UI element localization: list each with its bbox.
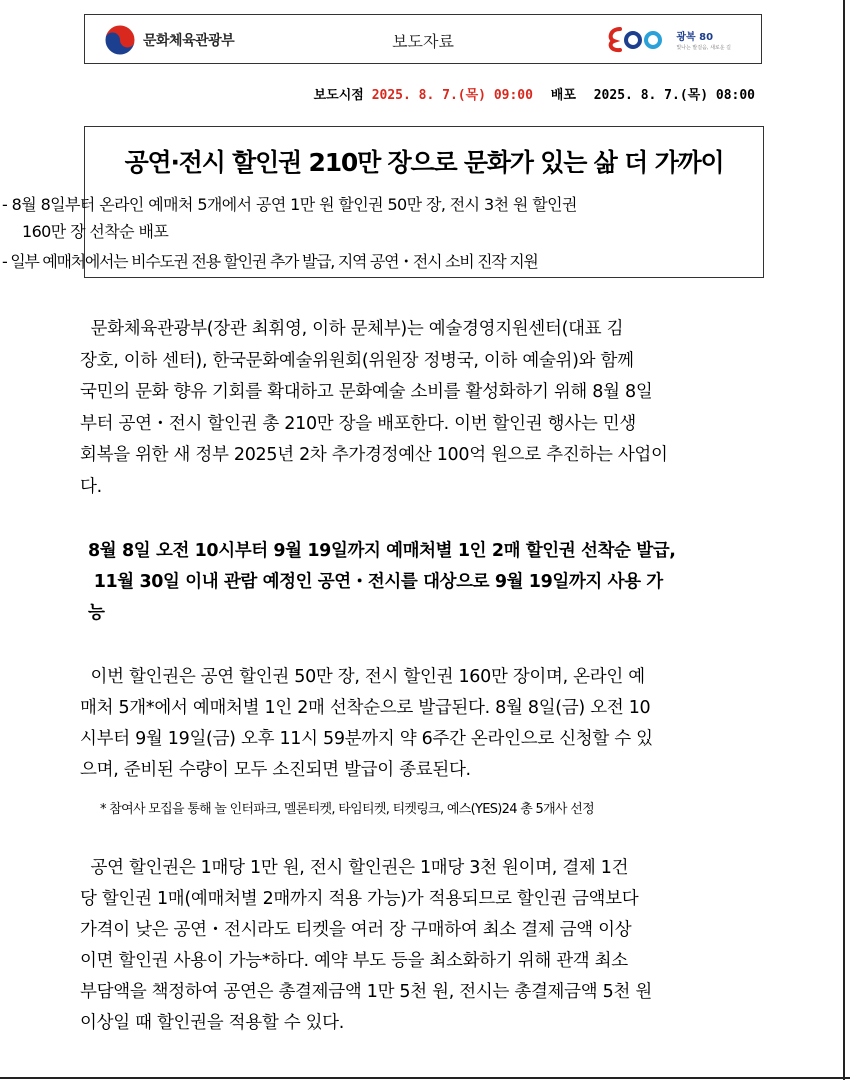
paragraph-line: 매처 5개*에서 예매처별 1인 2매 선착순으로 발급된다. 8월 8일(금) 오전 10 (80, 698, 651, 718)
release-info (314, 84, 755, 103)
press-header (84, 14, 762, 64)
page-bottom-edge (0, 1077, 850, 1079)
page-right-edge (843, 0, 845, 1080)
paragraph-line: 국민의 문화 향유 기회를 확대하고 문화예술 소비를 활성화하기 위해 8월 8일 (80, 382, 653, 402)
paragraph-line: 이번 할인권은 공연 할인권 50만 장, 전시 할인권 160만 장이며, 온라인 예 (80, 667, 645, 687)
liberation-80-emblem-icon (606, 25, 672, 53)
subheadline-1: - 8월 8일부터 온라인 예매처 5개에서 공연 1만 원 할인권 50만 장, 전시 3천 원 할인권 (2, 195, 577, 214)
ministry-name: 문화체육관광부 (143, 33, 235, 49)
section-heading (88, 536, 774, 629)
paragraph-line: 당 할인권 1매(예매처별 2매까지 적용 가능)가 적용되므로 할인권 금액보다 (80, 889, 639, 909)
distribution-label: 배포 (550, 88, 576, 103)
heading-line: 8월 8일 오전 10시부터 9월 19일까지 예매처별 1인 2매 할인권 선착순 발급, (88, 541, 676, 561)
heading-line: 능 (88, 603, 105, 623)
body-paragraph-1 (80, 314, 766, 503)
subheadline-2: - 일부 예매처에서는 비수도권 전용 할인권 추가 발급, 지역 공연・전시 소비 진작 지원 (2, 252, 538, 271)
liberation-80-logo (606, 25, 731, 53)
paragraph-line: 가격이 낮은 공연・전시라도 티켓을 여러 장 구매하여 최소 결제 금액 이상 (80, 920, 632, 940)
release-time: 2025. 8. 7.(목) 09:00 (371, 88, 533, 103)
paragraph-line: 회복을 위한 새 정부 2025년 2차 추가경정예산 100억 원으로 추진하는 사업이 (80, 445, 668, 465)
logo-main-text: 광복 80 (676, 31, 714, 43)
release-label: 보도시점 (313, 88, 364, 103)
paragraph-line: 이면 할인권 사용이 가능*하다. 예약 부도 등을 최소화하기 위해 관객 최소 (80, 951, 628, 971)
paragraph-line: 문화체육관광부(장관 최휘영, 이하 문체부)는 예술경영지원센터(대표 김 (80, 319, 624, 339)
paragraph-line: 으며, 준비된 수량이 모두 소진되면 발급이 종료된다. (80, 760, 471, 780)
paragraph-line: 공연 할인권은 1매당 1만 원, 전시 할인권은 1매당 3천 원이며, 결제 1건 (80, 858, 629, 878)
paragraph-line: 이상일 때 할인권을 적용할 수 있다. (80, 1013, 345, 1033)
footnote: * 참여사 모집을 통해 놀 인터파크, 멜론티켓, 타임티켓, 티켓링크, 예스(YES)24 총 5개사 선정 (100, 802, 594, 817)
logo-sub-text: 빛나는 발걸음, 새로운 길 (676, 44, 731, 51)
paragraph-line: 다. (80, 476, 102, 497)
body-paragraph-2 (80, 662, 766, 786)
paragraph-line: 부터 공연・전시 할인권 총 210만 장을 배포한다. 이번 할인권 행사는 민생 (80, 413, 636, 434)
distribution-time: 2025. 8. 7.(목) 08:00 (593, 88, 755, 103)
document-type: 보도자료 (392, 32, 454, 51)
paragraph-line: 부담액을 책정하여 공연은 총결제금액 1만 5천 원, 전시는 총결제금액 5천 원 (80, 982, 652, 1002)
body-paragraph-3 (80, 853, 766, 1039)
paragraph-line: 시부터 9월 19일(금) 오후 11시 59분까지 약 6주간 온라인으로 신청할 수 있 (80, 729, 653, 749)
paragraph-line: 장호, 이하 센터), 한국문화예술위원회(위원장 정병국, 이하 예술위)와 함께 (80, 350, 634, 371)
headline-title: 공연·전시 할인권 210만 장으로 문화가 있는 삶 더 가까이 (124, 148, 724, 177)
heading-line: 11월 30일 이내 관람 예정인 공연・전시를 대상으로 9월 19일까지 사용 가 (88, 572, 663, 592)
subheadline-1-continued: 160만 장 선착순 배포 (22, 222, 169, 241)
